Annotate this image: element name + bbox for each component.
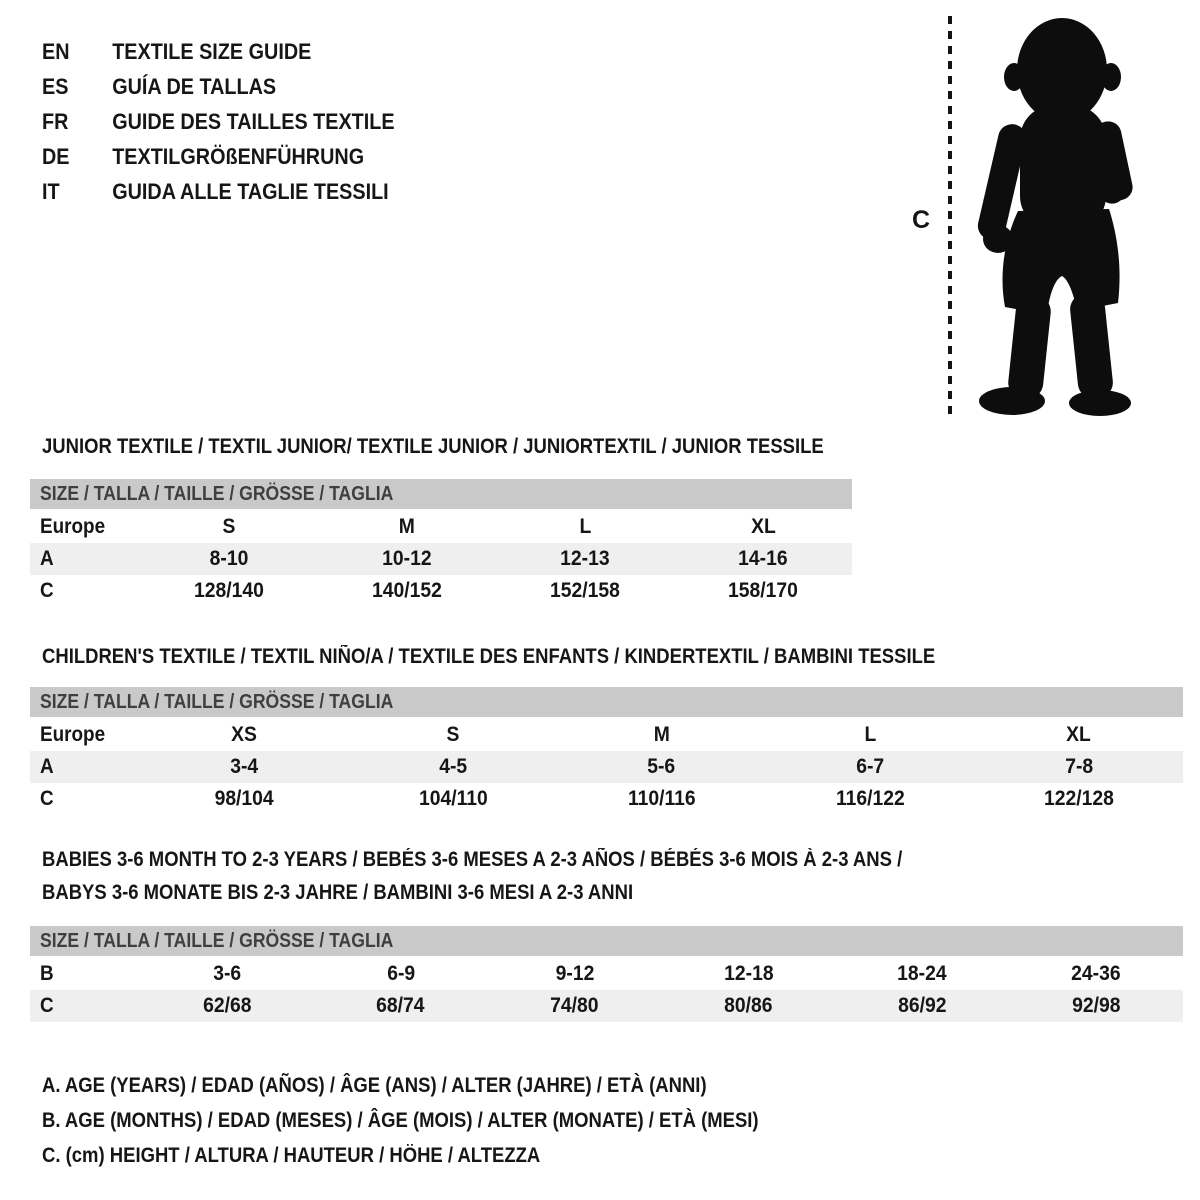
size-cell: 80/86 <box>724 994 773 1017</box>
row-label: C <box>40 787 54 810</box>
legend-line-a <box>42 1068 856 1103</box>
legend-line-b <box>42 1103 856 1138</box>
language-code: ES <box>42 73 69 99</box>
babies-size-table <box>30 926 1183 1022</box>
table-row-height <box>30 783 1183 815</box>
toddler-silhouette-icon <box>962 13 1147 423</box>
children-heading-text: CHILDREN'S TEXTILE / TEXTIL NIÑO/A / TEXTILE DES ENFANTS / KINDERTEXTIL / BAMBINI TESSILE <box>42 645 936 668</box>
table-row-age <box>30 543 852 575</box>
size-cell: 4-5 <box>438 755 467 778</box>
size-cell: 9-12 <box>555 962 594 985</box>
size-cell: 92/98 <box>1071 994 1121 1017</box>
language-code: DE <box>42 143 70 169</box>
language-code: IT <box>42 178 60 204</box>
size-header-text: SIZE / TALLA / TAILLE / GRÖSSE / TAGLIA <box>40 690 394 713</box>
size-cell: 6-7 <box>856 755 885 778</box>
table-row-europe <box>30 511 852 543</box>
legend-line-c <box>42 1138 856 1173</box>
size-cell: S <box>446 723 460 746</box>
measurement-legend <box>42 1068 856 1173</box>
children-size-table <box>30 687 1183 815</box>
size-cell: 62/68 <box>202 994 252 1017</box>
size-cell: 6-9 <box>386 962 415 985</box>
junior-size-table <box>30 479 852 607</box>
row-label: Europe <box>40 723 106 746</box>
size-cell: 3-6 <box>212 962 241 985</box>
size-header-text: SIZE / TALLA / TAILLE / GRÖSSE / TAGLIA <box>40 482 394 505</box>
legend-text: B. AGE (MONTHS) / EDAD (MESES) / ÂGE (MOIS) / ALTER (MONATE) / ETÀ (MESI) <box>42 1108 759 1132</box>
language-row-en <box>42 34 395 69</box>
size-cell: 5-6 <box>647 755 676 778</box>
table-row-europe <box>30 719 1183 751</box>
junior-heading-text: JUNIOR TEXTILE / TEXTIL JUNIOR/ TEXTILE JUNIOR / JUNIORTEXTIL / JUNIOR TESSILE <box>42 435 824 458</box>
size-cell: XL <box>1066 723 1092 746</box>
size-cell: L <box>864 723 876 746</box>
size-cell: XS <box>231 723 258 746</box>
children-section-heading <box>42 640 1057 673</box>
size-cell: 14-16 <box>738 547 788 570</box>
language-row-de <box>42 139 395 174</box>
size-cell: 152/158 <box>550 579 620 602</box>
table-row-months <box>30 958 1183 990</box>
size-header-bar <box>30 926 1183 956</box>
language-title: GUIDA ALLE TAGLIE TESSILI <box>112 178 389 204</box>
size-header-text: SIZE / TALLA / TAILLE / GRÖSSE / TAGLIA <box>40 929 394 952</box>
row-label: A <box>40 755 54 778</box>
size-cell: 128/140 <box>194 579 264 602</box>
language-row-es <box>42 69 395 104</box>
babies-heading-line2: BABYS 3-6 MONATE BIS 2-3 JAHRE / BAMBINI 3-6 MESI A 2-3 ANNI <box>42 881 634 904</box>
size-cell: 122/128 <box>1043 787 1114 810</box>
size-cell: M <box>653 723 670 746</box>
table-row-height <box>30 575 852 607</box>
language-row-fr <box>42 104 395 139</box>
size-cell: 7-8 <box>1064 755 1093 778</box>
babies-heading-line1: BABIES 3-6 MONTH TO 2-3 YEARS / BEBÉS 3-6 MESES A 2-3 AÑOS / BÉBÉS 3-6 MOIS À 2-3 ANS / <box>42 848 903 871</box>
size-cell: 3-4 <box>230 755 259 778</box>
size-cell: 86/92 <box>898 994 947 1017</box>
table-row-height <box>30 990 1183 1022</box>
size-cell: 68/74 <box>376 994 425 1017</box>
size-cell: S <box>222 515 236 538</box>
size-cell: 12-13 <box>560 547 610 570</box>
row-label: C <box>40 579 54 602</box>
size-cell: M <box>398 515 416 538</box>
size-header-bar <box>30 687 1183 717</box>
language-code: FR <box>42 108 69 134</box>
language-title: GUIDE DES TAILLES TEXTILE <box>112 108 395 134</box>
height-dashed-line <box>948 16 952 416</box>
size-cell: 110/116 <box>627 787 696 810</box>
language-row-it <box>42 174 395 209</box>
size-cell: 8-10 <box>209 547 249 570</box>
row-label: A <box>40 547 54 570</box>
size-cell: 98/104 <box>214 787 274 810</box>
junior-section-heading <box>42 430 930 463</box>
size-cell: 158/170 <box>728 579 798 602</box>
language-code: EN <box>42 38 70 64</box>
height-measure-label: C <box>912 206 931 234</box>
legend-text: A. AGE (YEARS) / EDAD (AÑOS) / ÂGE (ANS) / ALTER (JAHRE) / ETÀ (ANNI) <box>42 1073 707 1097</box>
row-label: B <box>40 962 54 985</box>
row-label: C <box>40 994 54 1017</box>
language-title-list <box>42 34 434 209</box>
size-cell: 10-12 <box>382 547 432 570</box>
row-label: Europe <box>40 515 106 538</box>
size-cell: 18-24 <box>897 962 947 985</box>
language-title: GUÍA DE TALLAS <box>112 73 277 99</box>
size-cell: L <box>579 515 591 538</box>
legend-text: C. (cm) HEIGHT / ALTURA / HAUTEUR / HÖHE / ALTEZZA <box>42 1143 541 1167</box>
size-cell: 74/80 <box>550 994 599 1017</box>
babies-section-heading <box>42 843 1020 909</box>
table-row-age <box>30 751 1183 783</box>
size-cell: 12-18 <box>723 962 774 985</box>
size-cell: 140/152 <box>372 579 442 602</box>
size-cell: 24-36 <box>1071 962 1121 985</box>
size-cell: 116/122 <box>835 787 905 810</box>
size-cell: 104/110 <box>418 787 488 810</box>
language-title: TEXTILE SIZE GUIDE <box>112 38 312 64</box>
language-title: TEXTILGRÖßENFÜHRUNG <box>112 143 365 169</box>
size-header-bar <box>30 479 852 509</box>
size-cell: XL <box>750 515 776 538</box>
